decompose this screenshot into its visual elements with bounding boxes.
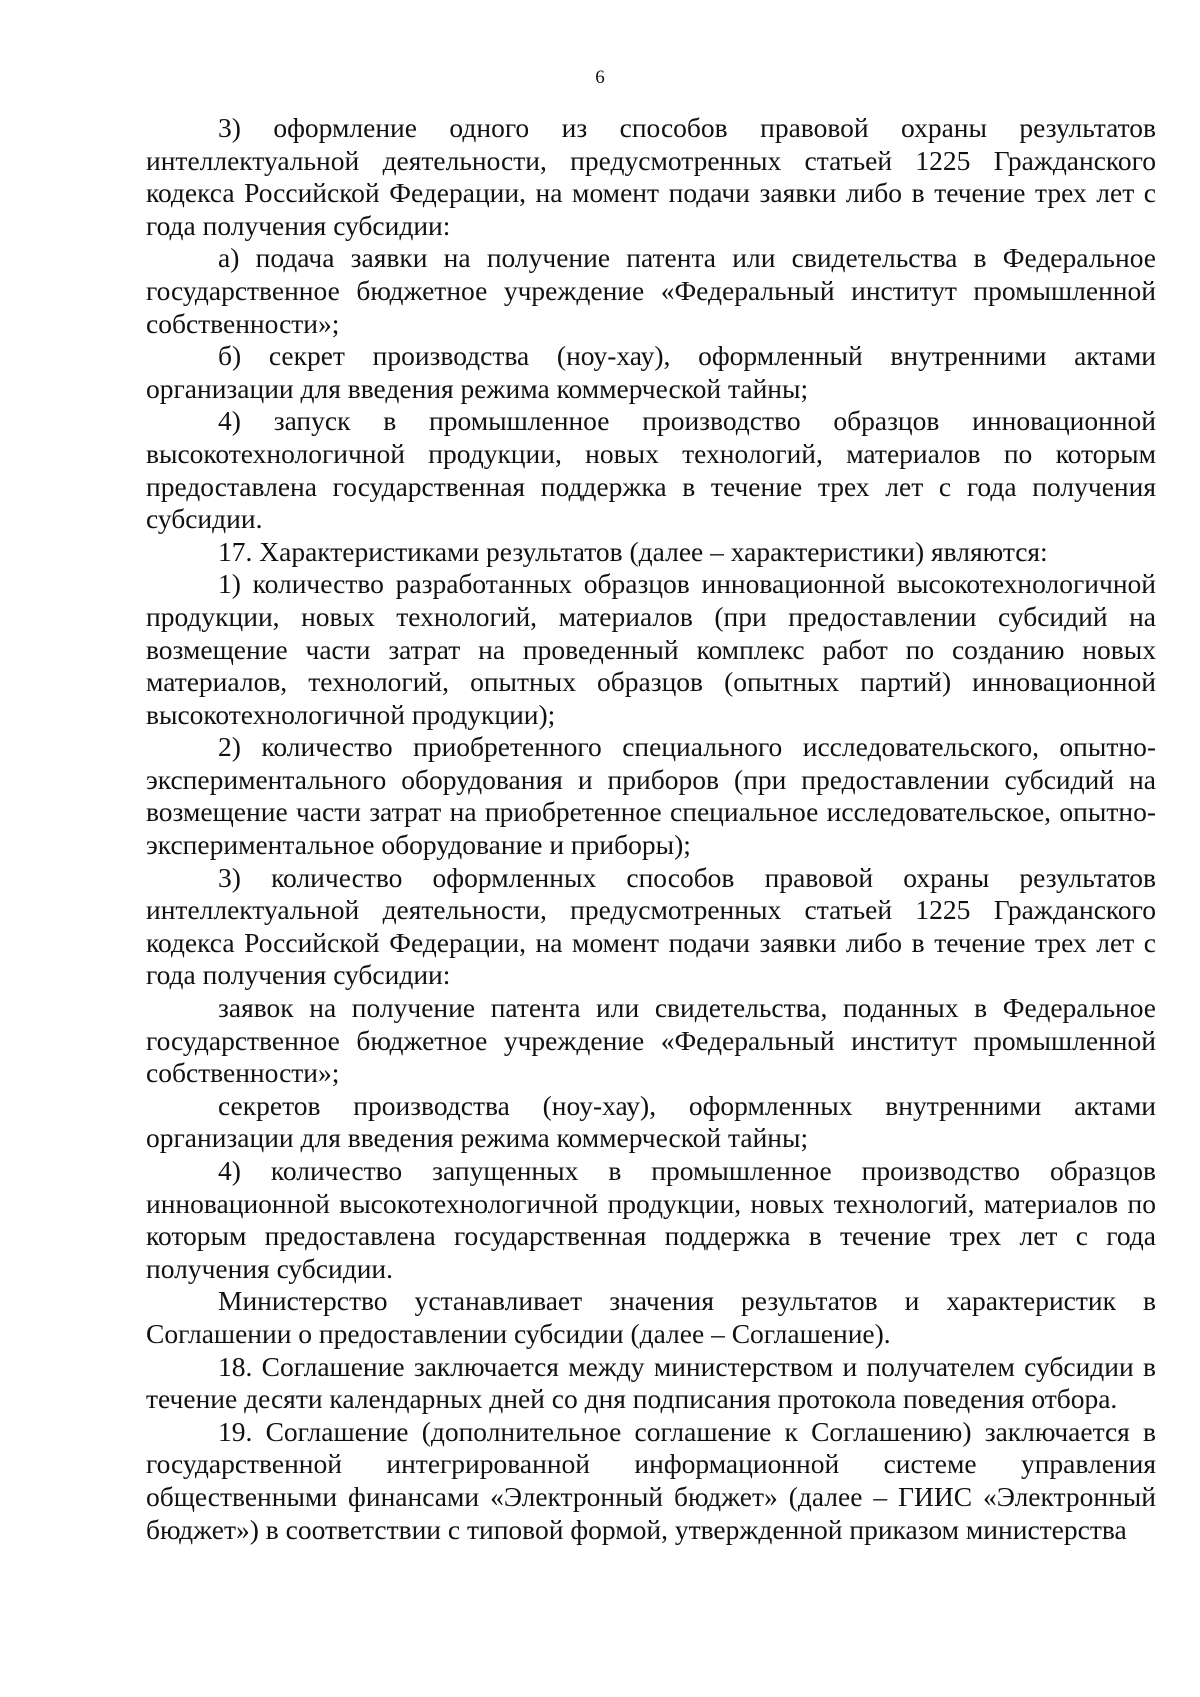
paragraph-19: 19. Соглашение (дополнительное соглашение к Соглашению) заключается в государственной интегрированной информационной системе управления общественными финансами «Электронный бюджет» (далее – ГИИС «Электронный бюджет») в соответствии с типовой формой, утвержденной приказом министерства xyxy=(146,1415,1156,1545)
paragraph-16-3-a: а) подача заявки на получение патента или свидетельства в Федеральное государственное бюджетное учреждение «Федеральный институт промышленной собственности»; xyxy=(146,242,1156,339)
paragraph-16-3-b: б) секрет производства (ноу-хау), оформленный внутренними актами организации для введения режима коммерческой тайны; xyxy=(146,340,1156,404)
paragraph-17-4: 4) количество запущенных в промышленное производство образцов инновационной высокотехнологичной продукции, новых технологий, материалов по которым предоставлена государственная поддержка в течение трех лет с года получения субсидии. xyxy=(146,1155,1156,1284)
paragraph-16-3: 3) оформление одного из способов правовой охраны результатов интеллектуальной деятельности, предусмотренных статьей 1225 Гражданского кодекса Российской Федерации, на момент подачи заявки либо в течение трех лет с года получения субсидии: xyxy=(146,112,1156,241)
paragraph-17-1: 1) количество разработанных образцов инновационной высокотехнологичной продукции, новых технологий, материалов (при предоставлении субсидий на возмещение части затрат на проведенный комплекс работ по созданию новых материалов, технологий, опытных образцов (опытных партий) инновационной высокотехнологичной продукции); xyxy=(146,568,1156,730)
paragraph-17-3: 3) количество оформленных способов правовой охраны результатов интеллектуальной деятельности, предусмотренных статьей 1225 Гражданского кодекса Российской Федерации, на момент подачи заявки либо в течение трех лет с года получения субсидии: xyxy=(146,861,1156,991)
paragraph-17-3-patents: заявок на получение патента или свидетельства, поданных в Федеральное государственное бюджетное учреждение «Федеральный институт промышленной собственности»; xyxy=(146,992,1156,1089)
paragraph-17-3-know-how: секретов производства (ноу-хау), оформленных внутренними актами организации для введения режима коммерческой тайны; xyxy=(146,1089,1156,1154)
paragraph-18: 18. Соглашение заключается между министерством и получателем субсидии в течение десяти календарных дней со дня подписания протокола поведения отбора. xyxy=(146,1350,1156,1415)
document-body xyxy=(146,112,1156,1546)
paragraph-ministry-values: Министерство устанавливает значения результатов и характеристик в Соглашении о предоставлении субсидии (далее – Соглашение). xyxy=(146,1285,1156,1349)
paragraph-17: 17. Характеристиками результатов (далее – характеристики) являются: xyxy=(218,535,1048,567)
paragraph-16-4: 4) запуск в промышленное производство образцов инновационной высокотехнологичной продукции, новых технологий, материалов по которым предоставлена государственная поддержка в течение трех лет с года получения субсидии. xyxy=(146,405,1156,535)
page-number: 6 xyxy=(595,67,605,88)
paragraph-17-2: 2) количество приобретенного специального исследовательского, опытно-экспериментального оборудования и приборов (при предоставлении субсидий на возмещение части затрат на приобретенное специальное исследовательское, опытно-экспериментальное оборудование и приборы); xyxy=(146,731,1156,861)
